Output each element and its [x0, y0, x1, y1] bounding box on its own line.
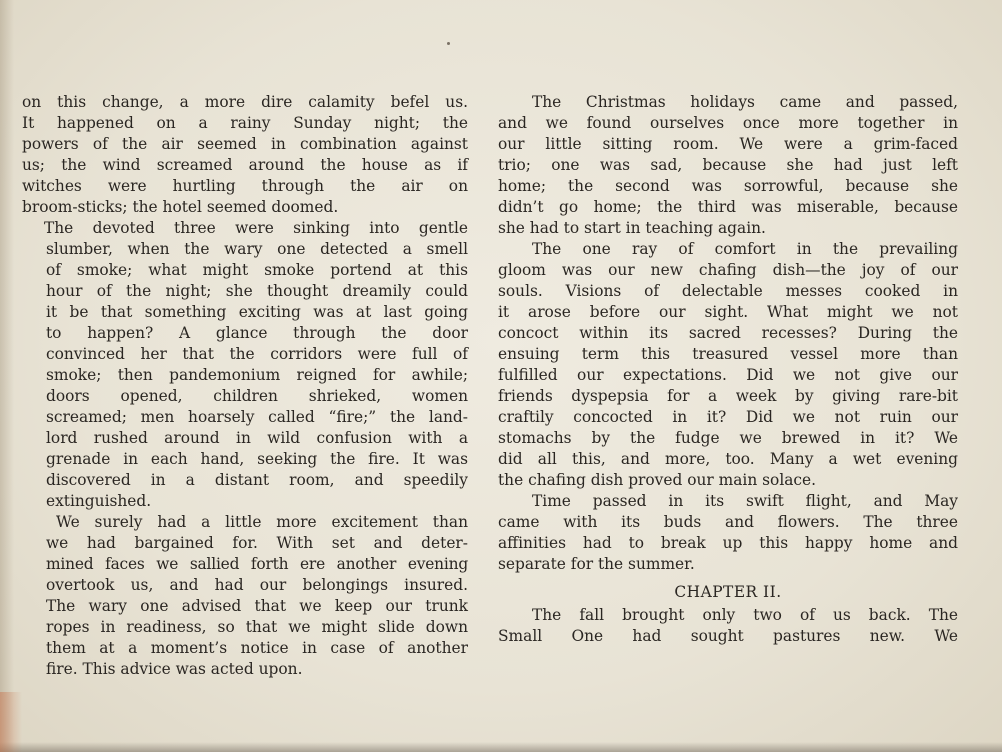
text-line: fulfilled our expectations. Did we not give our [498, 366, 958, 384]
text-line: it be that something exciting was at last going [46, 303, 468, 321]
page-edge-shadow [0, 0, 14, 752]
right-page-column [498, 92, 958, 647]
text-line: hour of the night; she thought dreamily could [46, 282, 468, 300]
text-line: screamed; men hoarsely called “fire;” the land- [46, 408, 468, 426]
paragraph-end-line: broom-sticks; the hotel seemed doomed. [22, 198, 339, 216]
text-line: gloom was our new chafing dish—the joy of our [498, 261, 958, 279]
text-line: overtook us, and had our belongings insured. [46, 576, 468, 594]
text-line: souls. Visions of delectable messes cooked in [498, 282, 958, 300]
text-line: our little sitting room. We were a grim-faced [498, 135, 958, 153]
paragraph-end-line: the chafing dish proved our main solace. [498, 471, 817, 489]
text-line: came with its buds and flowers. The three [498, 513, 958, 531]
text-line: smoke; then pandemonium reigned for awhile; [46, 366, 468, 384]
paragraph-start-line: The devoted three were sinking into gentle [44, 219, 468, 237]
text-line: trio; one was sad, because she had just left [498, 156, 958, 174]
text-line: convinced her that the corridors were full of [46, 345, 468, 363]
text-line: of smoke; what might smoke portend at this [46, 261, 468, 279]
text-line: ropes in readiness, so that we might slide down [46, 618, 468, 636]
paragraph-end-line: extinguished. [46, 492, 152, 510]
text-line: The wary one advised that we keep our trunk [46, 597, 468, 615]
text-line: craftily concocted in it? Did we not ruin our [498, 408, 958, 426]
text-line: stomachs by the fudge we brewed in it? We [498, 429, 958, 447]
text-line: It happened on a rainy Sunday night; the [22, 114, 468, 132]
left-page-column [22, 92, 468, 680]
text-line: we had bargained for. With set and deter- [46, 534, 468, 552]
paragraph-end-line: fire. This advice was acted upon. [46, 660, 303, 678]
paragraph-start-line: We surely had a little more excitement than [56, 513, 468, 531]
text-line: concoct within its sacred recesses? During the [498, 324, 958, 342]
text-line: them at a moment’s notice in case of another [46, 639, 468, 657]
chapter-heading: CHAPTER II. [674, 583, 782, 601]
text-line: Small One had sought pastures new. We [498, 627, 958, 645]
paragraph-start-line: The Christmas holidays came and passed, [532, 93, 958, 111]
text-line: doors opened, children shrieked, women [46, 387, 468, 405]
paper-speck [447, 42, 450, 45]
text-line: lord rushed around in wild confusion with a [46, 429, 468, 447]
text-line: us; the wind screamed around the house as if [22, 156, 468, 174]
text-line: to happen? A glance through the door [46, 324, 468, 342]
text-line: discovered in a distant room, and speedily [46, 471, 468, 489]
text-line: home; the second was sorrowful, because she [498, 177, 958, 195]
text-line: witches were hurtling through the air on [22, 177, 468, 195]
text-line: powers of the air seemed in combination against [22, 135, 468, 153]
paragraph-start-line: Time passed in its swift flight, and May [532, 492, 958, 510]
text-line: ensuing term this treasured vessel more than [498, 345, 958, 363]
text-line: on this change, a more dire calamity befel us. [22, 93, 468, 111]
page-bottom-shadow [0, 742, 1002, 752]
text-line: it arose before our sight. What might we not [498, 303, 958, 321]
text-line: slumber, when the wary one detected a smell [46, 240, 468, 258]
paragraph-start-line: The fall brought only two of us back. The [532, 606, 958, 624]
text-line: affinities had to break up this happy home and [498, 534, 958, 552]
text-line: did all this, and more, too. Many a wet evening [498, 450, 958, 468]
text-line: grenade in each hand, seeking the fire. It was [46, 450, 468, 468]
text-line: mined faces we sallied forth ere another evening [46, 555, 468, 573]
page-corner-stain [0, 692, 22, 752]
paragraph-end-line: separate for the summer. [498, 555, 695, 573]
text-line: didn’t go home; the third was miserable, because [498, 198, 958, 216]
paragraph-end-line: she had to start in teaching again. [498, 219, 766, 237]
paragraph-start-line: The one ray of comfort in the prevailing [532, 240, 958, 258]
text-line: and we found ourselves once more together in [498, 114, 958, 132]
text-line: friends dyspepsia for a week by giving rare-bit [498, 387, 958, 405]
